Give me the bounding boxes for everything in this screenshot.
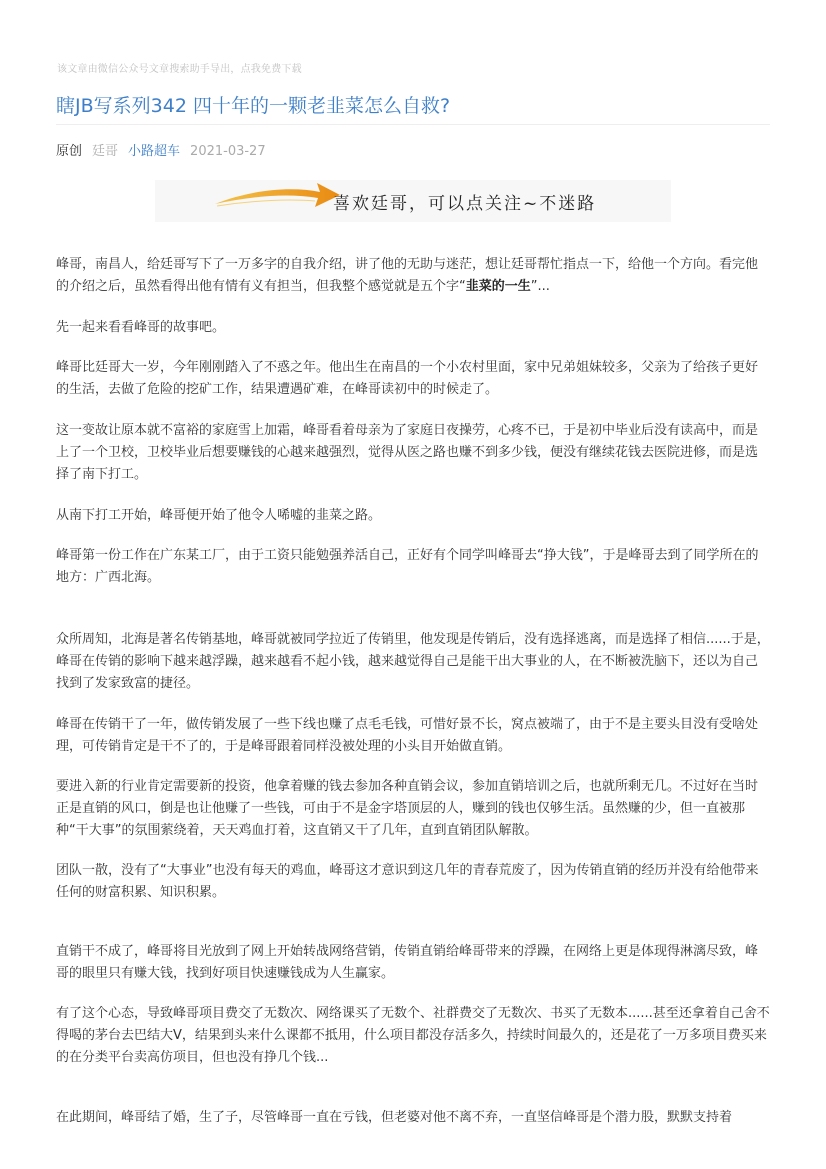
article-meta — [56, 140, 276, 159]
paragraph: 直销干不成了，峰哥将目光放到了网上开始转战网络营销，传销直销给峰哥带来的浮躁，在网络上更是体现得淋漓尽致，峰哥的眼里只有赚大钱，找到好项目快速赚钱成为人生赢家。 — [56, 944, 759, 981]
paragraph: 峰哥比廷哥大一岁，今年刚刚踏入了不惑之年。他出生在南昌的一个小农村里面，家中兄弟姐妹较多，父亲为了给孩子更好的生活，去做了危险的挖矿工作，结果遭遇矿难，在峰哥读初中的时候走了。 — [56, 360, 759, 397]
title-divider — [56, 124, 770, 125]
paragraph: 这一变故让原本就不富裕的家庭雪上加霜，峰哥看着母亲为了家庭日夜操劳，心疼不已，于是初中毕业后没有读高中，而是上了一个卫校，卫校毕业后想要赚钱的心越来越强烈，觉得从医之路也赚不到多少钱，便没有继续花钱去医院进修，而是选择了南下打工。 — [56, 423, 759, 482]
paragraph: 峰哥第一份工作在广东某工厂，由于工资只能勉强养活自己，正好有个同学叫峰哥去“挣大钱”，于是峰哥去到了同学所在的地方：广西北海。 — [56, 548, 759, 585]
original-label: 原创 — [56, 144, 83, 159]
export-note-link[interactable]: 该文章由微信公众号文章搜索助手导出，点我免费下载 — [57, 64, 302, 75]
paragraph: 先一起来看看峰哥的故事吧。 — [56, 320, 226, 335]
bold-highlight: 韭菜的一生 — [465, 279, 531, 294]
publish-date: 2021-03-27 — [190, 144, 266, 159]
paragraph-text: ”... — [530, 279, 550, 294]
account-link[interactable]: 小路超车 — [128, 144, 181, 159]
paragraph: 要进入新的行业肯定需要新的投资，他拿着赚的钱去参加各种直销会议，参加直销培训之后，也就所剩无几。不过好在当时正是直销的风口，倒是也让他赚了一些钱，可由于不是金字塔顶层的人，赚到的钱也仅够生活。虽然赚的少，但一直被那种“干大事”的氛围萦绕着，天天鸡血打着，这直销又干了几年，直到直销团队解散。 — [56, 779, 759, 838]
paragraph-text: 峰哥，南昌人，给廷哥写下了一万多字的自我介绍，讲了他的无助与迷茫，想让廷哥帮忙指点一下，给他一个方向。看完他的介绍之后，虽然看得出他有情有义有担当，但我整个感觉就是五个字“ — [56, 257, 759, 294]
paragraph: 峰哥在传销干了一年，做传销发展了一些下线也赚了点毛毛钱，可惜好景不长，窝点被端了，由于不是主要头目没有受啥处理，可传销肯定是干不了的，于是峰哥跟着同样没被处理的小头目开始做直销。 — [56, 717, 759, 754]
article-title: 瞎JB写系列342 四十年的一颗老韭菜怎么自救? — [56, 95, 451, 117]
author-name: 廷哥 — [92, 144, 119, 159]
banner-text: 喜欢廷哥，可以点关注~不迷路 — [333, 194, 597, 214]
paragraph: 众所周知，北海是著名传销基地，峰哥就被同学拉近了传销里，他发现是传销后，没有选择逃离，而是选择了相信......于是，峰哥在传销的影响下越来越浮躁，越来越看不起小钱，越来越觉得自己是能干出大事业的人，在不断被洗脑下，还以为自己找到了发家致富的捷径。 — [56, 632, 770, 691]
paragraph: 在此期间，峰哥结了婚，生了子，尽管峰哥一直在亏钱，但老婆对他不离不弃，一直坚信峰哥是个潜力股，默默支持着 — [56, 1110, 733, 1125]
paragraph: 从南下打工开始，峰哥便开始了他令人唏嘘的韭菜之路。 — [56, 508, 382, 523]
paragraph — [56, 254, 770, 298]
follow-banner — [155, 180, 671, 222]
paragraph: 团队一散，没有了“大事业”也没有每天的鸡血，峰哥这才意识到这几年的青春荒废了，因为传销直销的经历并没有给他带来任何的财富积累、知识积累。 — [56, 863, 759, 900]
paragraph: 有了这个心态，导致峰哥项目费交了无数次、网络课买了无数个、社群费交了无数次、书买了无数本......甚至还拿着自己舍不得喝的茅台去巴结大V，结果到头来什么课都不抵用，什么项目都没存活多久，持续时间最久的，还是花了一万多项目费买来的在分类平台卖高仿项目，但也没有挣几个钱... — [56, 1006, 770, 1065]
